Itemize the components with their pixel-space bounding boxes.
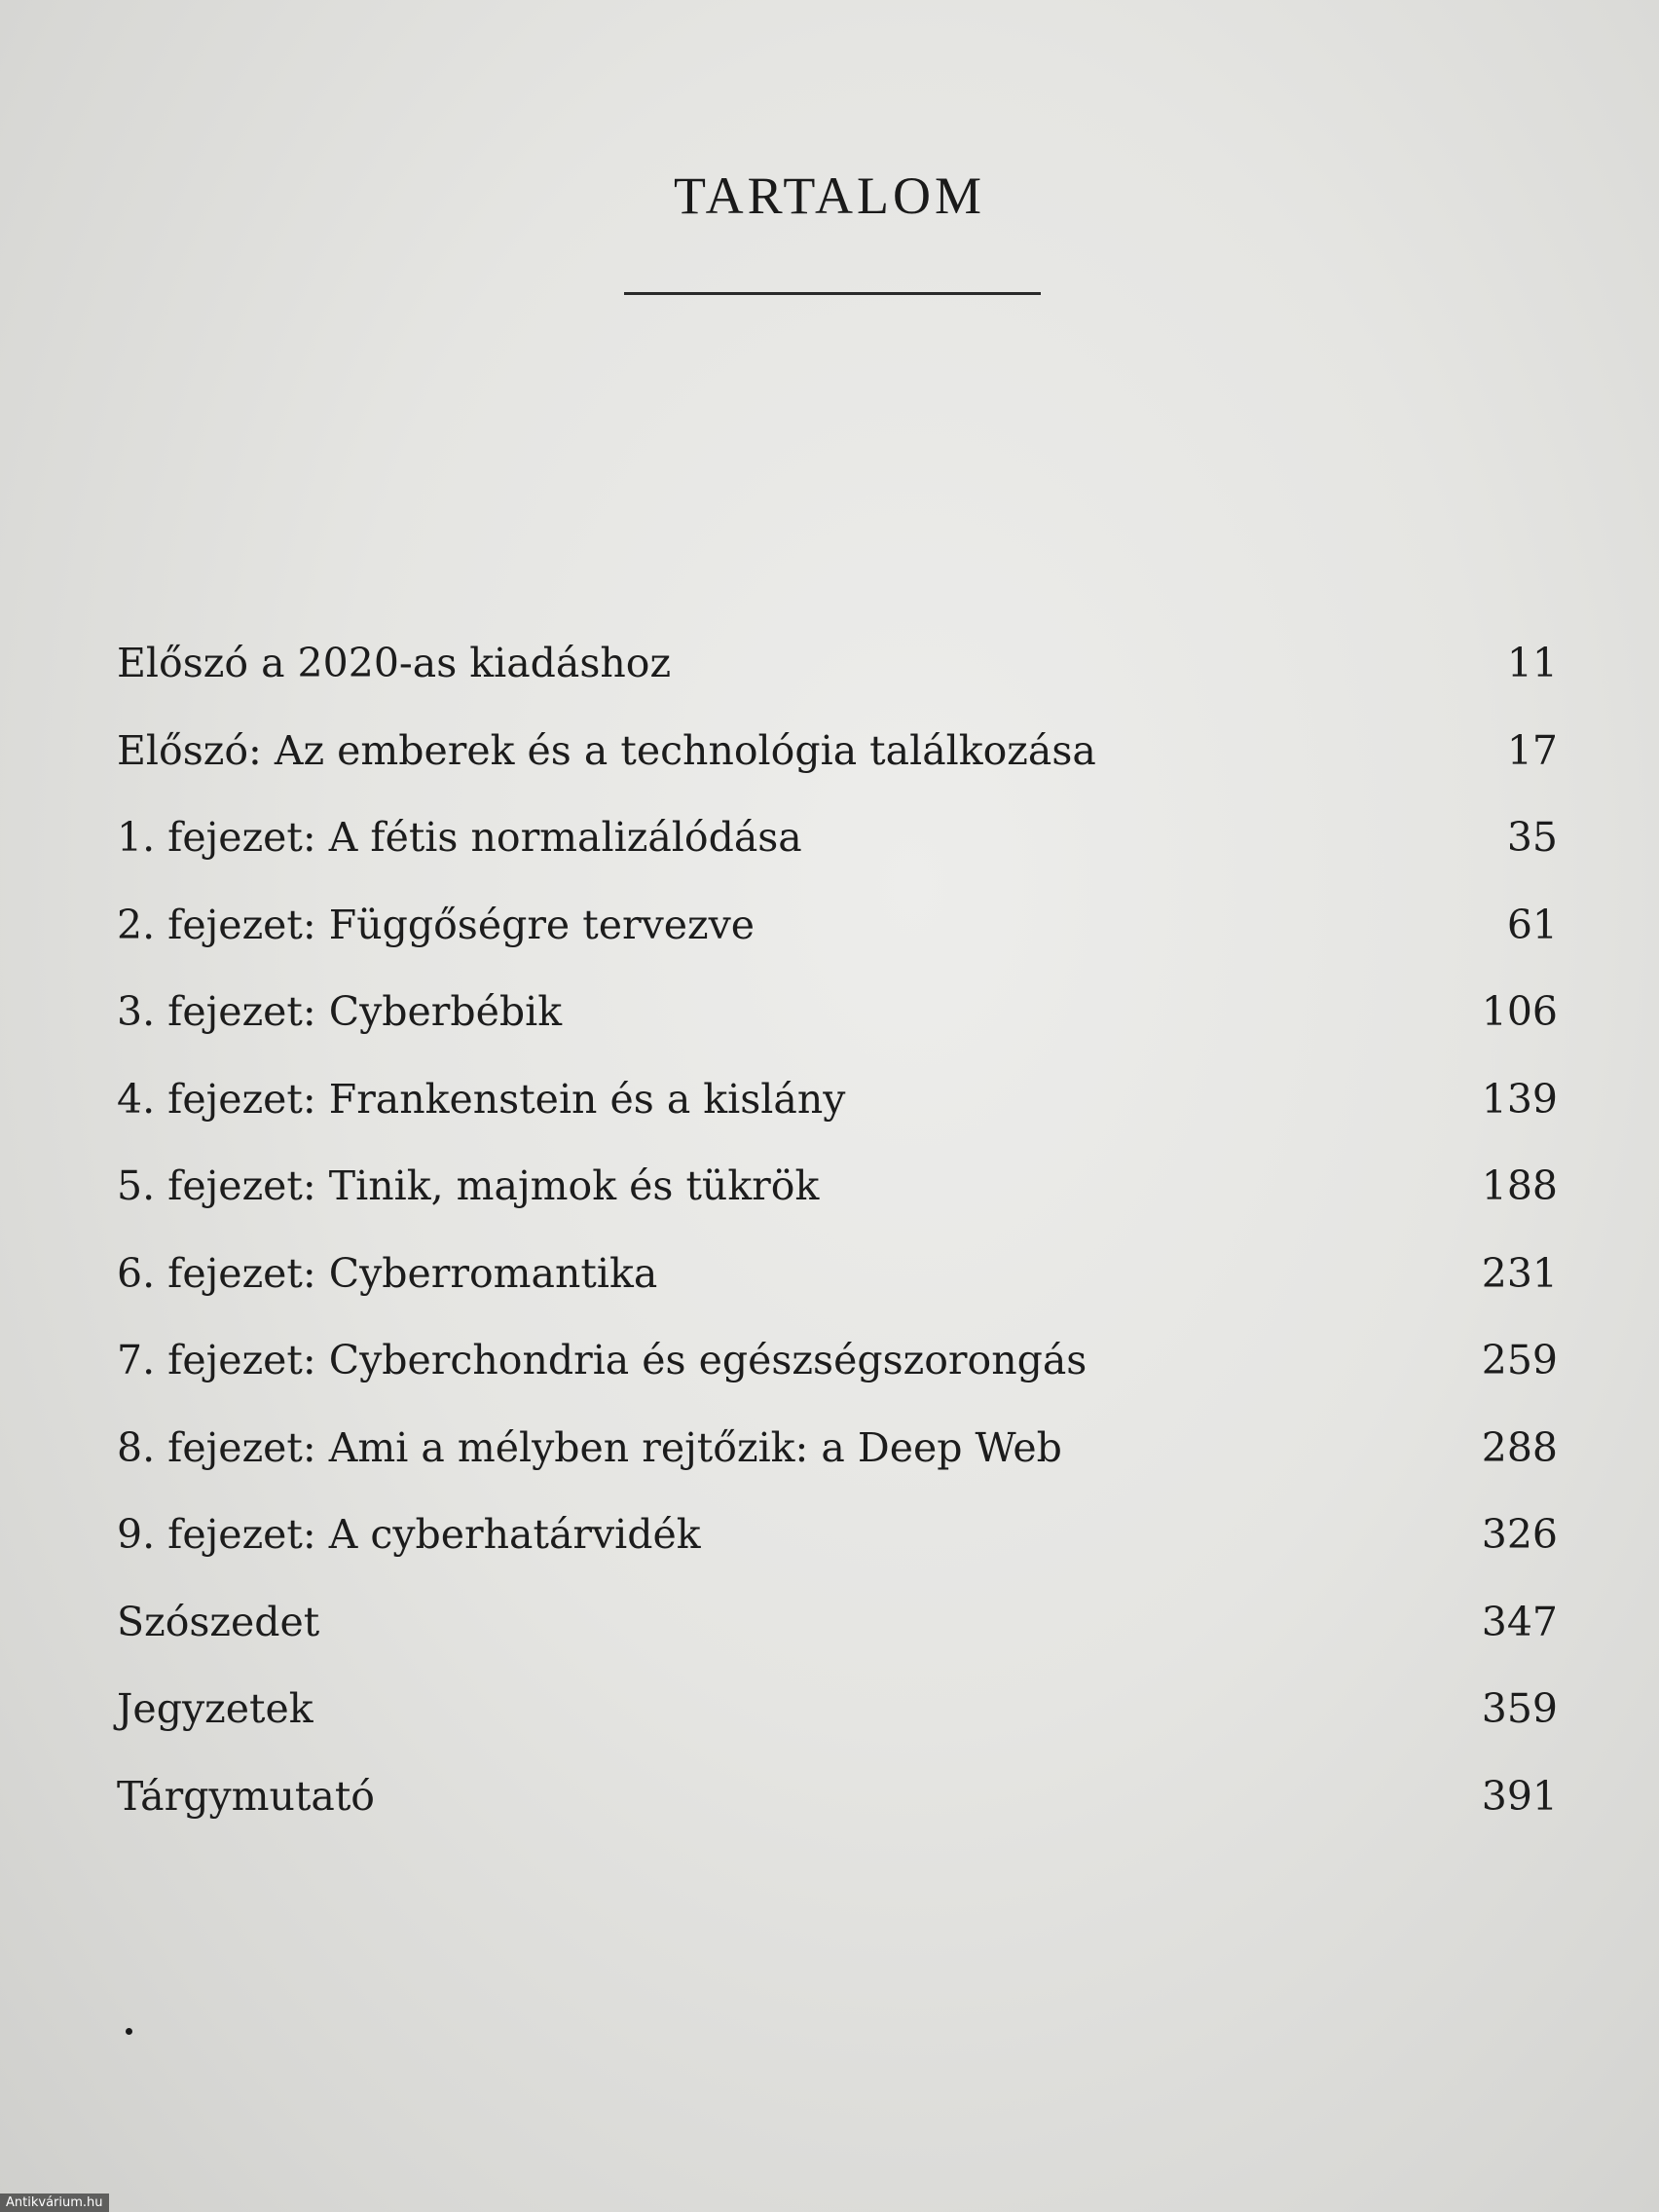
toc-entry-title: 5. fejezet: Tinik, majmok és tükrök: [117, 1162, 820, 1209]
toc-entry-page: 259: [1481, 1337, 1558, 1383]
toc-entry-page: 288: [1481, 1423, 1558, 1471]
toc-entry-title: Előszó: Az emberek és a technológia találkozása: [117, 726, 1096, 774]
watermark: Antikvárium.hu: [0, 2194, 109, 2212]
toc-entry-page: 11: [1506, 640, 1558, 686]
toc-entry-page: 106: [1481, 988, 1558, 1035]
toc-entry: [117, 983, 1558, 1071]
toc-entry-title: 1. fejezet: A fétis normalizálódása: [117, 814, 802, 861]
toc-entry-title: 4. fejezet: Frankenstein és a kislány: [117, 1075, 846, 1123]
toc-entry-title: Előszó a 2020-as kiadáshoz: [117, 640, 672, 686]
toc-entry: [117, 1071, 1558, 1159]
toc-entry: [117, 1594, 1558, 1681]
toc-entry: [117, 1680, 1558, 1768]
toc-entry-title: 6. fejezet: Cyberromantika: [117, 1249, 658, 1297]
title-divider: [624, 292, 1041, 295]
toc-entry-title: 8. fejezet: Ami a mélyben rejtőzik: a Deep Web: [117, 1423, 1062, 1471]
toc-entry-title: 2. fejezet: Függőségre tervezve: [117, 901, 756, 948]
toc-entry-page: 231: [1481, 1249, 1558, 1297]
toc-entry: [117, 1158, 1558, 1245]
toc-entry-title: Jegyzetek: [117, 1685, 313, 1732]
table-of-contents: [117, 635, 1558, 1855]
toc-entry-page: 391: [1481, 1772, 1558, 1820]
toc-entry: [117, 809, 1558, 897]
toc-entry: [117, 1419, 1558, 1507]
toc-entry-page: 35: [1506, 814, 1558, 861]
page-title: TARTALOM: [673, 166, 986, 225]
toc-entry-title: Tárgymutató: [117, 1772, 375, 1820]
toc-entry-page: 61: [1506, 901, 1558, 948]
toc-entry-page: 347: [1481, 1598, 1558, 1645]
toc-entry: [117, 1506, 1558, 1594]
toc-entry: [117, 1245, 1558, 1333]
toc-entry-page: 326: [1481, 1511, 1558, 1558]
toc-entry-page: 188: [1481, 1162, 1558, 1209]
toc-entry: [117, 635, 1558, 722]
toc-entry-page: 139: [1481, 1075, 1558, 1123]
toc-entry-page: 17: [1506, 726, 1558, 774]
toc-entry: [117, 722, 1558, 810]
toc-entry-title: 7. fejezet: Cyberchondria és egészségszorongás: [117, 1337, 1088, 1383]
toc-entry: [117, 1768, 1558, 1856]
toc-entry-title: Szószedet: [117, 1598, 320, 1645]
toc-entry: [117, 897, 1558, 984]
toc-entry: [117, 1332, 1558, 1419]
toc-entry-title: 9. fejezet: A cyberhatárvidék: [117, 1511, 701, 1558]
ink-speck: [126, 2028, 132, 2035]
toc-entry-title: 3. fejezet: Cyberbébik: [117, 988, 563, 1035]
toc-entry-page: 359: [1481, 1685, 1558, 1732]
